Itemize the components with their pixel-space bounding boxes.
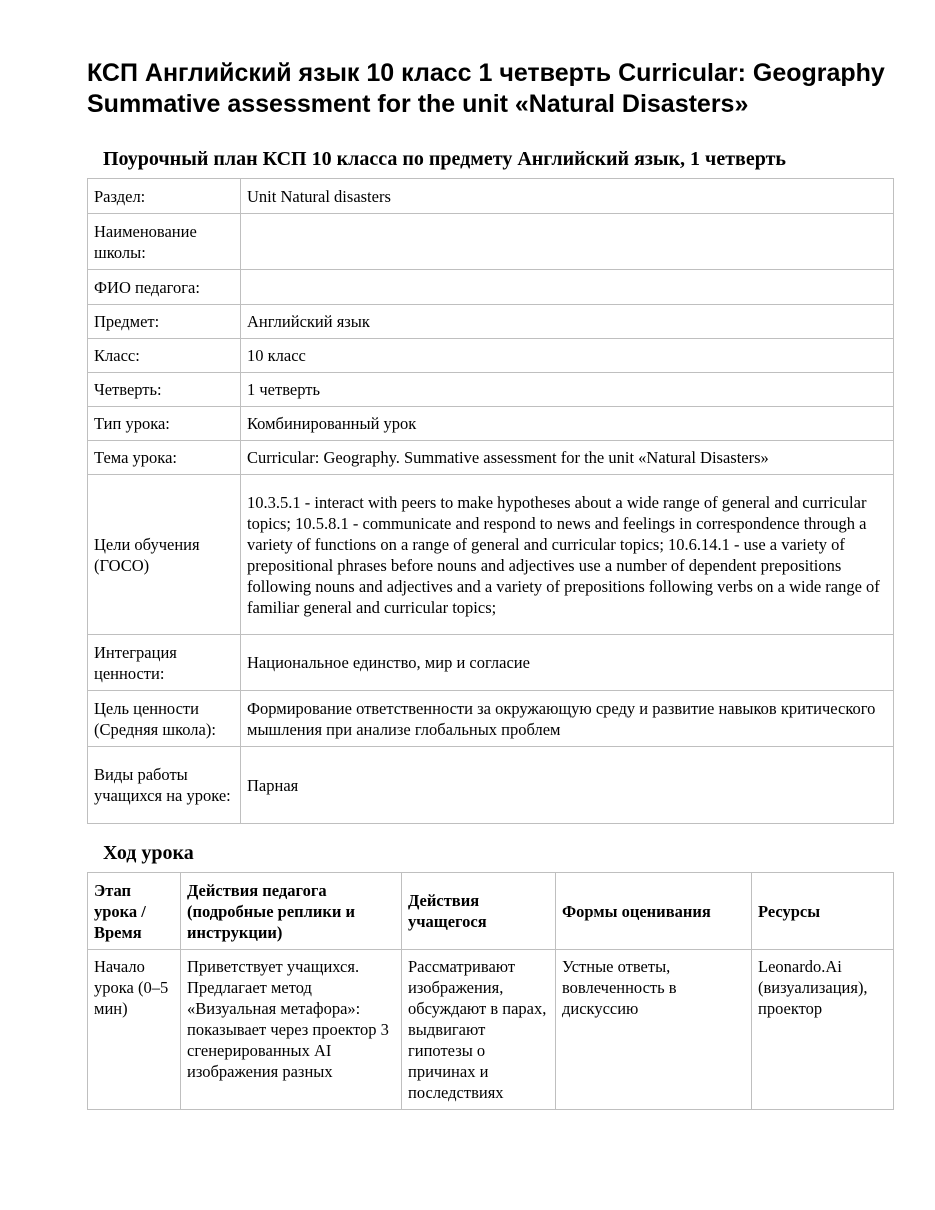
- info-value: Комбинированный урок: [241, 407, 894, 441]
- table-row: [88, 691, 894, 747]
- table-row: [88, 950, 894, 1110]
- lesson-info-table: [87, 178, 894, 824]
- info-value: Английский язык: [241, 305, 894, 339]
- info-label: Интеграция ценности:: [88, 635, 241, 691]
- table-row: [88, 305, 894, 339]
- table-row: [88, 475, 894, 635]
- info-value: 10 класс: [241, 339, 894, 373]
- info-value: 1 четверть: [241, 373, 894, 407]
- table-header-row: [88, 873, 894, 950]
- column-header: Ресурсы: [752, 873, 894, 950]
- table-row: [88, 339, 894, 373]
- table-row: [88, 214, 894, 270]
- info-value: Национальное единство, мир и согласие: [241, 635, 894, 691]
- lesson-progress-heading: Ход урока: [103, 842, 194, 864]
- info-value: 10.3.5.1 - interact with peers to make hypotheses about a wide range of general and curricular topics; 10.5.8.1 - communicate and respond to news and feelings in correspondence through a variety of functions on a range of general and curricular topics; 10.6.14.1 - use a variety of prepositional phrases before nouns and adjectives use a number of dependent prepositions following nouns and adjectives and a variety of prepositions following verbs on a wide range of familiar general and curricular topics;: [241, 475, 894, 635]
- info-value: Unit Natural disasters: [241, 179, 894, 214]
- table-row: [88, 179, 894, 214]
- table-row: [88, 635, 894, 691]
- table-cell: Рассматривают изображения, обсуждают в парах, выдвигают гипотезы о причинах и последствиях: [402, 950, 556, 1110]
- table-cell: Приветствует учащихся. Предлагает метод «Визуальная метафора»: показывает через проектор 3 сгенерированных AI изображения разных: [181, 950, 402, 1110]
- table-row: [88, 407, 894, 441]
- info-value: [241, 270, 894, 305]
- column-header: Действия педагога (подробные реплики и инструкции): [181, 873, 402, 950]
- column-header: Действия учащегося: [402, 873, 556, 950]
- info-value: Curricular: Geography. Summative assessment for the unit «Natural Disasters»: [241, 441, 894, 475]
- lesson-progress-table: [87, 872, 894, 1110]
- table-row: [88, 441, 894, 475]
- table-cell: Начало урока (0–5 мин): [88, 950, 181, 1110]
- info-label: Тип урока:: [88, 407, 241, 441]
- plan-heading: Поурочный план КСП 10 класса по предмету Английский язык, 1 четверть: [103, 148, 786, 170]
- info-value: Парная: [241, 747, 894, 824]
- info-label: Цели обучения (ГОСО): [88, 475, 241, 635]
- info-label: Наименование школы:: [88, 214, 241, 270]
- document-title: КСП Английский язык 10 класс 1 четверть Curricular: Geography Summative assessment for the unit «Natural Disasters»: [87, 59, 885, 118]
- table-cell: Leonardo.Ai (визуализация), проектор: [752, 950, 894, 1110]
- info-label: Предмет:: [88, 305, 241, 339]
- document-page: [87, 58, 893, 1110]
- info-label: Раздел:: [88, 179, 241, 214]
- info-label: Цель ценности (Средняя школа):: [88, 691, 241, 747]
- table-row: [88, 270, 894, 305]
- table-row: [88, 373, 894, 407]
- info-label: Класс:: [88, 339, 241, 373]
- info-label: ФИО педагога:: [88, 270, 241, 305]
- info-label: Четверть:: [88, 373, 241, 407]
- info-value: [241, 214, 894, 270]
- table-row: [88, 747, 894, 824]
- table-cell: Устные ответы, вовлеченность в дискуссию: [556, 950, 752, 1110]
- info-label: Тема урока:: [88, 441, 241, 475]
- info-value: Формирование ответственности за окружающую среду и развитие навыков критического мышления при анализе глобальных проблем: [241, 691, 894, 747]
- column-header: Формы оценивания: [556, 873, 752, 950]
- column-header: Этап урока / Время: [88, 873, 181, 950]
- info-label: Виды работы учащихся на уроке:: [88, 747, 241, 824]
